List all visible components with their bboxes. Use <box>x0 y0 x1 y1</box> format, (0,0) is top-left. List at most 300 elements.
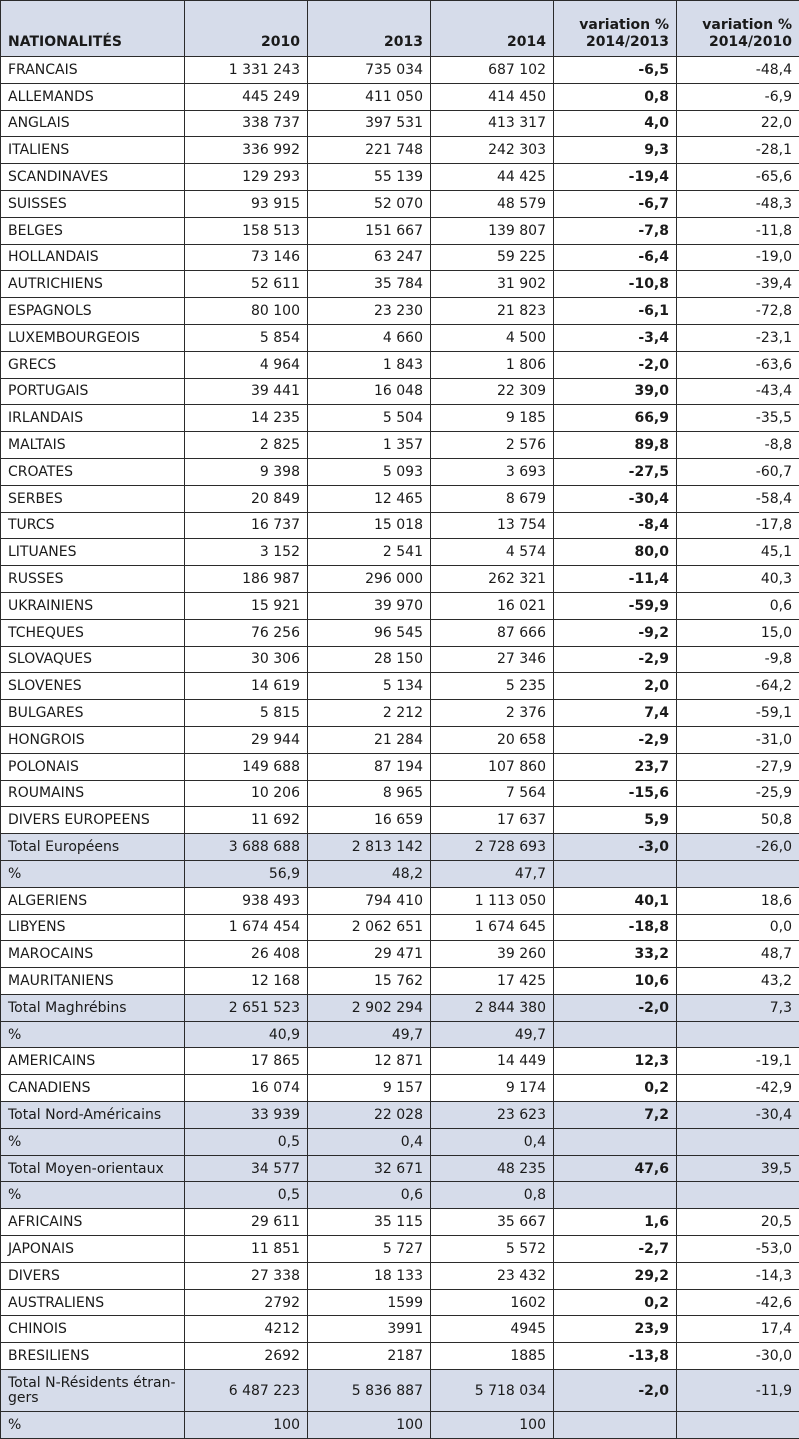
cell-2013: 63 247 <box>308 244 431 271</box>
cell-variation-2014-2010: 0,6 <box>677 592 799 619</box>
cell-nationality: SLOVAQUES <box>1 646 185 673</box>
cell-variation-2014-2013: 9,3 <box>554 137 677 164</box>
cell-2013: 18 133 <box>308 1262 431 1289</box>
cell-2010: 26 408 <box>185 941 308 968</box>
cell-2014: 49,7 <box>431 1021 554 1048</box>
cell-variation-2014-2010: -19,1 <box>677 1048 799 1075</box>
cell-nationality: ALLEMANDS <box>1 83 185 110</box>
cell-variation-2014-2013: 10,6 <box>554 968 677 995</box>
cell-2013: 29 471 <box>308 941 431 968</box>
cell-variation-2014-2010: -72,8 <box>677 298 799 325</box>
cell-2010: 3 152 <box>185 539 308 566</box>
cell-variation-2014-2010 <box>677 1412 799 1439</box>
cell-2013: 35 784 <box>308 271 431 298</box>
cell-variation-2014-2010: -43,4 <box>677 378 799 405</box>
cell-2013: 2 062 651 <box>308 914 431 941</box>
cell-2013: 9 157 <box>308 1075 431 1102</box>
cell-2010: 16 074 <box>185 1075 308 1102</box>
cell-2014: 107 860 <box>431 753 554 780</box>
header-nationalites: NATIONALITÉS <box>1 1 185 57</box>
cell-2013: 794 410 <box>308 887 431 914</box>
cell-2014: 1885 <box>431 1343 554 1370</box>
cell-nationality: CROATES <box>1 458 185 485</box>
cell-2014: 23 432 <box>431 1262 554 1289</box>
cell-variation-2014-2013: -2,9 <box>554 726 677 753</box>
cell-variation-2014-2013: 40,1 <box>554 887 677 914</box>
cell-variation-2014-2013: 0,2 <box>554 1075 677 1102</box>
cell-2014: 5 235 <box>431 673 554 700</box>
cell-variation-2014-2010: -60,7 <box>677 458 799 485</box>
cell-2010: 4212 <box>185 1316 308 1343</box>
cell-2014: 22 309 <box>431 378 554 405</box>
cell-nationality: ITALIENS <box>1 137 185 164</box>
cell-variation-2014-2013: -18,8 <box>554 914 677 941</box>
cell-2013: 21 284 <box>308 726 431 753</box>
cell-variation-2014-2013: -13,8 <box>554 1343 677 1370</box>
table-row <box>1 1289 799 1316</box>
cell-2013: 0,6 <box>308 1182 431 1209</box>
table-row <box>1 432 799 459</box>
cell-variation-2014-2010: -64,2 <box>677 673 799 700</box>
cell-2010: 56,9 <box>185 860 308 887</box>
cell-variation-2014-2010: -42,9 <box>677 1075 799 1102</box>
cell-2013: 5 504 <box>308 405 431 432</box>
cell-2010: 16 737 <box>185 512 308 539</box>
cell-nationality: SERBES <box>1 485 185 512</box>
cell-nationality: MALTAIS <box>1 432 185 459</box>
table-row <box>1 941 799 968</box>
cell-variation-2014-2013: -6,4 <box>554 244 677 271</box>
cell-nationality: TURCS <box>1 512 185 539</box>
cell-nationality: JAPONAIS <box>1 1236 185 1263</box>
cell-nationality: AMERICAINS <box>1 1048 185 1075</box>
cell-variation-2014-2013 <box>554 1128 677 1155</box>
cell-2014: 7 564 <box>431 780 554 807</box>
cell-nationality: SLOVENES <box>1 673 185 700</box>
table-row-total <box>1 1102 799 1129</box>
cell-2010: 6 487 223 <box>185 1370 308 1412</box>
cell-variation-2014-2010: -8,8 <box>677 432 799 459</box>
cell-2014: 687 102 <box>431 57 554 84</box>
table-row <box>1 700 799 727</box>
cell-variation-2014-2010: -6,9 <box>677 83 799 110</box>
cell-2013: 100 <box>308 1412 431 1439</box>
cell-2013: 35 115 <box>308 1209 431 1236</box>
cell-variation-2014-2013: -30,4 <box>554 485 677 512</box>
cell-2014: 2 728 693 <box>431 834 554 861</box>
cell-variation-2014-2010: -19,0 <box>677 244 799 271</box>
cell-variation-2014-2013: -10,8 <box>554 271 677 298</box>
cell-variation-2014-2013: 0,8 <box>554 83 677 110</box>
cell-variation-2014-2010: -11,9 <box>677 1370 799 1412</box>
cell-2014: 47,7 <box>431 860 554 887</box>
cell-variation-2014-2010: -25,9 <box>677 780 799 807</box>
cell-variation-2014-2013: 4,0 <box>554 110 677 137</box>
cell-2014: 4 574 <box>431 539 554 566</box>
cell-variation-2014-2013: 7,2 <box>554 1102 677 1129</box>
cell-nationality: % <box>1 1128 185 1155</box>
cell-2013: 296 000 <box>308 566 431 593</box>
cell-variation-2014-2013: -2,0 <box>554 351 677 378</box>
table-row <box>1 753 799 780</box>
cell-2013: 2 813 142 <box>308 834 431 861</box>
cell-2010: 33 939 <box>185 1102 308 1129</box>
cell-2010: 2692 <box>185 1343 308 1370</box>
cell-variation-2014-2013: -6,5 <box>554 57 677 84</box>
cell-2013: 15 018 <box>308 512 431 539</box>
table-row-total <box>1 994 799 1021</box>
cell-nationality: ESPAGNOLS <box>1 298 185 325</box>
cell-nationality: CANADIENS <box>1 1075 185 1102</box>
cell-2010: 34 577 <box>185 1155 308 1182</box>
cell-nationality: LITUANES <box>1 539 185 566</box>
cell-nationality: BELGES <box>1 217 185 244</box>
cell-variation-2014-2010: -28,1 <box>677 137 799 164</box>
cell-2014: 35 667 <box>431 1209 554 1236</box>
cell-nationality: MAURITANIENS <box>1 968 185 995</box>
cell-2010: 29 944 <box>185 726 308 753</box>
cell-variation-2014-2013: 39,0 <box>554 378 677 405</box>
cell-variation-2014-2010: -48,4 <box>677 57 799 84</box>
cell-2014: 2 844 380 <box>431 994 554 1021</box>
cell-variation-2014-2013: -8,4 <box>554 512 677 539</box>
cell-variation-2014-2013: 80,0 <box>554 539 677 566</box>
header-variation-2014-2010-line1: variation % <box>702 17 792 33</box>
cell-variation-2014-2013: -3,0 <box>554 834 677 861</box>
cell-variation-2014-2013: 23,7 <box>554 753 677 780</box>
cell-nationality: IRLANDAIS <box>1 405 185 432</box>
table-row <box>1 539 799 566</box>
cell-2014: 139 807 <box>431 217 554 244</box>
cell-2014: 0,8 <box>431 1182 554 1209</box>
header-2010: 2010 <box>185 1 308 57</box>
cell-2010: 0,5 <box>185 1182 308 1209</box>
cell-variation-2014-2010: -42,6 <box>677 1289 799 1316</box>
cell-nationality: DIVERS EUROPEENS <box>1 807 185 834</box>
cell-2014: 2 376 <box>431 700 554 727</box>
cell-variation-2014-2010: 7,3 <box>677 994 799 1021</box>
cell-variation-2014-2010: -27,9 <box>677 753 799 780</box>
table-row <box>1 1262 799 1289</box>
cell-2010: 2 651 523 <box>185 994 308 1021</box>
cell-nationality: BULGARES <box>1 700 185 727</box>
cell-2010: 30 306 <box>185 646 308 673</box>
table-row <box>1 137 799 164</box>
cell-nationality: % <box>1 1182 185 1209</box>
cell-2010: 338 737 <box>185 110 308 137</box>
cell-variation-2014-2013: -19,4 <box>554 164 677 191</box>
cell-2014: 31 902 <box>431 271 554 298</box>
cell-2010: 129 293 <box>185 164 308 191</box>
cell-2013: 96 545 <box>308 619 431 646</box>
cell-2014: 1 806 <box>431 351 554 378</box>
cell-variation-2014-2013: 89,8 <box>554 432 677 459</box>
cell-2010: 11 851 <box>185 1236 308 1263</box>
cell-2013: 151 667 <box>308 217 431 244</box>
cell-variation-2014-2010: 15,0 <box>677 619 799 646</box>
table-row <box>1 1075 799 1102</box>
cell-nationality: FRANCAIS <box>1 57 185 84</box>
cell-2013: 12 871 <box>308 1048 431 1075</box>
cell-2014: 4 500 <box>431 324 554 351</box>
cell-variation-2014-2013: 47,6 <box>554 1155 677 1182</box>
cell-2014: 242 303 <box>431 137 554 164</box>
cell-2013: 2187 <box>308 1343 431 1370</box>
header-variation-2014-2013 <box>554 1 677 57</box>
cell-2014: 87 666 <box>431 619 554 646</box>
cell-2010: 73 146 <box>185 244 308 271</box>
cell-variation-2014-2013: -7,8 <box>554 217 677 244</box>
cell-2013: 32 671 <box>308 1155 431 1182</box>
table-row <box>1 351 799 378</box>
table-row <box>1 566 799 593</box>
cell-nationality: BRESILIENS <box>1 1343 185 1370</box>
table-row <box>1 271 799 298</box>
cell-2010: 938 493 <box>185 887 308 914</box>
table-row <box>1 1316 799 1343</box>
table-row-total <box>1 1128 799 1155</box>
cell-2014: 39 260 <box>431 941 554 968</box>
table-row <box>1 673 799 700</box>
cell-2013: 48,2 <box>308 860 431 887</box>
cell-2010: 40,9 <box>185 1021 308 1048</box>
cell-2013: 411 050 <box>308 83 431 110</box>
cell-2013: 12 465 <box>308 485 431 512</box>
cell-variation-2014-2013 <box>554 1021 677 1048</box>
cell-variation-2014-2010: 0,0 <box>677 914 799 941</box>
header-2013: 2013 <box>308 1 431 57</box>
header-variation-2014-2010 <box>677 1 799 57</box>
cell-2014: 17 425 <box>431 968 554 995</box>
header-variation-2014-2010-line2: 2014/2010 <box>709 34 792 50</box>
cell-variation-2014-2013: 0,2 <box>554 1289 677 1316</box>
cell-nationality: ALGERIENS <box>1 887 185 914</box>
table-row <box>1 726 799 753</box>
cell-2014: 48 579 <box>431 190 554 217</box>
cell-nationality: MAROCAINS <box>1 941 185 968</box>
cell-nationality: SUISSES <box>1 190 185 217</box>
cell-2010: 27 338 <box>185 1262 308 1289</box>
cell-variation-2014-2010: -65,6 <box>677 164 799 191</box>
cell-variation-2014-2010: -39,4 <box>677 271 799 298</box>
table-row <box>1 244 799 271</box>
cell-variation-2014-2010: 48,7 <box>677 941 799 968</box>
cell-2014: 1 113 050 <box>431 887 554 914</box>
header-variation-2014-2013-line2: 2014/2013 <box>586 34 669 50</box>
cell-2014: 0,4 <box>431 1128 554 1155</box>
table-row <box>1 968 799 995</box>
cell-variation-2014-2010: -17,8 <box>677 512 799 539</box>
table-row <box>1 619 799 646</box>
cell-variation-2014-2013: -2,0 <box>554 994 677 1021</box>
cell-2013: 22 028 <box>308 1102 431 1129</box>
cell-variation-2014-2013: -2,0 <box>554 1370 677 1412</box>
cell-2013: 3991 <box>308 1316 431 1343</box>
cell-2014: 9 185 <box>431 405 554 432</box>
cell-2013: 2 212 <box>308 700 431 727</box>
cell-2013: 23 230 <box>308 298 431 325</box>
cell-2013: 1 843 <box>308 351 431 378</box>
table-row <box>1 1048 799 1075</box>
cell-2010: 76 256 <box>185 619 308 646</box>
cell-nationality: % <box>1 1412 185 1439</box>
cell-2014: 9 174 <box>431 1075 554 1102</box>
cell-2010: 5 854 <box>185 324 308 351</box>
table-body <box>1 57 799 1439</box>
table-row <box>1 217 799 244</box>
header-row <box>1 1 799 57</box>
cell-variation-2014-2010: -30,4 <box>677 1102 799 1129</box>
cell-nationality: LUXEMBOURGEOIS <box>1 324 185 351</box>
cell-variation-2014-2013: 2,0 <box>554 673 677 700</box>
cell-2014: 16 021 <box>431 592 554 619</box>
cell-2013: 15 762 <box>308 968 431 995</box>
cell-variation-2014-2013: -2,7 <box>554 1236 677 1263</box>
cell-nationality: CHINOIS <box>1 1316 185 1343</box>
cell-variation-2014-2013: 12,3 <box>554 1048 677 1075</box>
cell-2014: 100 <box>431 1412 554 1439</box>
cell-nationality: Total Moyen-orientaux <box>1 1155 185 1182</box>
cell-2010: 445 249 <box>185 83 308 110</box>
table-row <box>1 110 799 137</box>
cell-2014: 8 679 <box>431 485 554 512</box>
cell-variation-2014-2013: 33,2 <box>554 941 677 968</box>
cell-2014: 14 449 <box>431 1048 554 1075</box>
cell-2014: 44 425 <box>431 164 554 191</box>
cell-variation-2014-2010: -35,5 <box>677 405 799 432</box>
cell-nationality: ANGLAIS <box>1 110 185 137</box>
cell-2014: 262 321 <box>431 566 554 593</box>
table-row-total <box>1 1412 799 1439</box>
table-row-total <box>1 1370 799 1412</box>
cell-2013: 8 965 <box>308 780 431 807</box>
cell-nationality: POLONAIS <box>1 753 185 780</box>
cell-variation-2014-2010: -31,0 <box>677 726 799 753</box>
cell-2010: 9 398 <box>185 458 308 485</box>
cell-nationality: SCANDINAVES <box>1 164 185 191</box>
cell-2010: 336 992 <box>185 137 308 164</box>
cell-nationality: % <box>1 860 185 887</box>
cell-2010: 17 865 <box>185 1048 308 1075</box>
cell-variation-2014-2013: -3,4 <box>554 324 677 351</box>
cell-2010: 1 674 454 <box>185 914 308 941</box>
cell-variation-2014-2013: 23,9 <box>554 1316 677 1343</box>
cell-variation-2014-2010 <box>677 1182 799 1209</box>
table-row <box>1 592 799 619</box>
cell-2014: 2 576 <box>431 432 554 459</box>
cell-2013: 55 139 <box>308 164 431 191</box>
cell-2010: 39 441 <box>185 378 308 405</box>
cell-variation-2014-2010: -48,3 <box>677 190 799 217</box>
cell-variation-2014-2010 <box>677 860 799 887</box>
cell-variation-2014-2010: -26,0 <box>677 834 799 861</box>
cell-variation-2014-2010: -11,8 <box>677 217 799 244</box>
table-row <box>1 298 799 325</box>
cell-2010: 20 849 <box>185 485 308 512</box>
cell-variation-2014-2010: -23,1 <box>677 324 799 351</box>
cell-2013: 5 093 <box>308 458 431 485</box>
cell-nationality: Total Maghrébins <box>1 994 185 1021</box>
cell-2014: 21 823 <box>431 298 554 325</box>
cell-2013: 39 970 <box>308 592 431 619</box>
cell-2010: 14 619 <box>185 673 308 700</box>
cell-2013: 1599 <box>308 1289 431 1316</box>
cell-nationality: PORTUGAIS <box>1 378 185 405</box>
cell-nationality: Total Nord-Américains <box>1 1102 185 1129</box>
table-row <box>1 405 799 432</box>
cell-2014: 5 718 034 <box>431 1370 554 1412</box>
table-row-total <box>1 834 799 861</box>
cell-variation-2014-2013: 1,6 <box>554 1209 677 1236</box>
cell-2014: 59 225 <box>431 244 554 271</box>
cell-2010: 15 921 <box>185 592 308 619</box>
cell-variation-2014-2013: -59,9 <box>554 592 677 619</box>
cell-2014: 48 235 <box>431 1155 554 1182</box>
table-row <box>1 887 799 914</box>
header-variation-2014-2013-line1: variation % <box>579 17 669 33</box>
cell-variation-2014-2013: 7,4 <box>554 700 677 727</box>
cell-2014: 3 693 <box>431 458 554 485</box>
cell-variation-2014-2013: 5,9 <box>554 807 677 834</box>
cell-2014: 413 317 <box>431 110 554 137</box>
table-row <box>1 1209 799 1236</box>
cell-variation-2014-2013: -27,5 <box>554 458 677 485</box>
cell-2010: 14 235 <box>185 405 308 432</box>
cell-2010: 2 825 <box>185 432 308 459</box>
cell-2014: 1 674 645 <box>431 914 554 941</box>
table-row <box>1 807 799 834</box>
cell-variation-2014-2010: -63,6 <box>677 351 799 378</box>
cell-nationality: Total Européens <box>1 834 185 861</box>
cell-variation-2014-2010: 50,8 <box>677 807 799 834</box>
cell-2010: 3 688 688 <box>185 834 308 861</box>
cell-variation-2014-2010: -59,1 <box>677 700 799 727</box>
cell-nationality: AFRICAINS <box>1 1209 185 1236</box>
table-row <box>1 57 799 84</box>
cell-nationality: LIBYENS <box>1 914 185 941</box>
table-row-total <box>1 1021 799 1048</box>
cell-nationality: RUSSES <box>1 566 185 593</box>
cell-nationality: TCHEQUES <box>1 619 185 646</box>
cell-2013: 2 902 294 <box>308 994 431 1021</box>
table-row <box>1 780 799 807</box>
cell-2013: 52 070 <box>308 190 431 217</box>
cell-variation-2014-2013: -9,2 <box>554 619 677 646</box>
cell-2010: 186 987 <box>185 566 308 593</box>
cell-2010: 52 611 <box>185 271 308 298</box>
cell-2013: 397 531 <box>308 110 431 137</box>
cell-2010: 5 815 <box>185 700 308 727</box>
cell-2010: 4 964 <box>185 351 308 378</box>
cell-nationality: DIVERS <box>1 1262 185 1289</box>
cell-variation-2014-2010: 22,0 <box>677 110 799 137</box>
cell-2014: 23 623 <box>431 1102 554 1129</box>
cell-2014: 17 637 <box>431 807 554 834</box>
cell-nationality: GRECS <box>1 351 185 378</box>
cell-variation-2014-2010: 43,2 <box>677 968 799 995</box>
cell-variation-2014-2013: 29,2 <box>554 1262 677 1289</box>
table-row <box>1 164 799 191</box>
cell-variation-2014-2013 <box>554 1182 677 1209</box>
table-row <box>1 458 799 485</box>
cell-variation-2014-2010: 20,5 <box>677 1209 799 1236</box>
cell-2010: 100 <box>185 1412 308 1439</box>
cell-variation-2014-2010: -9,8 <box>677 646 799 673</box>
table-row-total <box>1 860 799 887</box>
cell-variation-2014-2013: 66,9 <box>554 405 677 432</box>
table-row <box>1 378 799 405</box>
cell-nationality: HOLLANDAIS <box>1 244 185 271</box>
